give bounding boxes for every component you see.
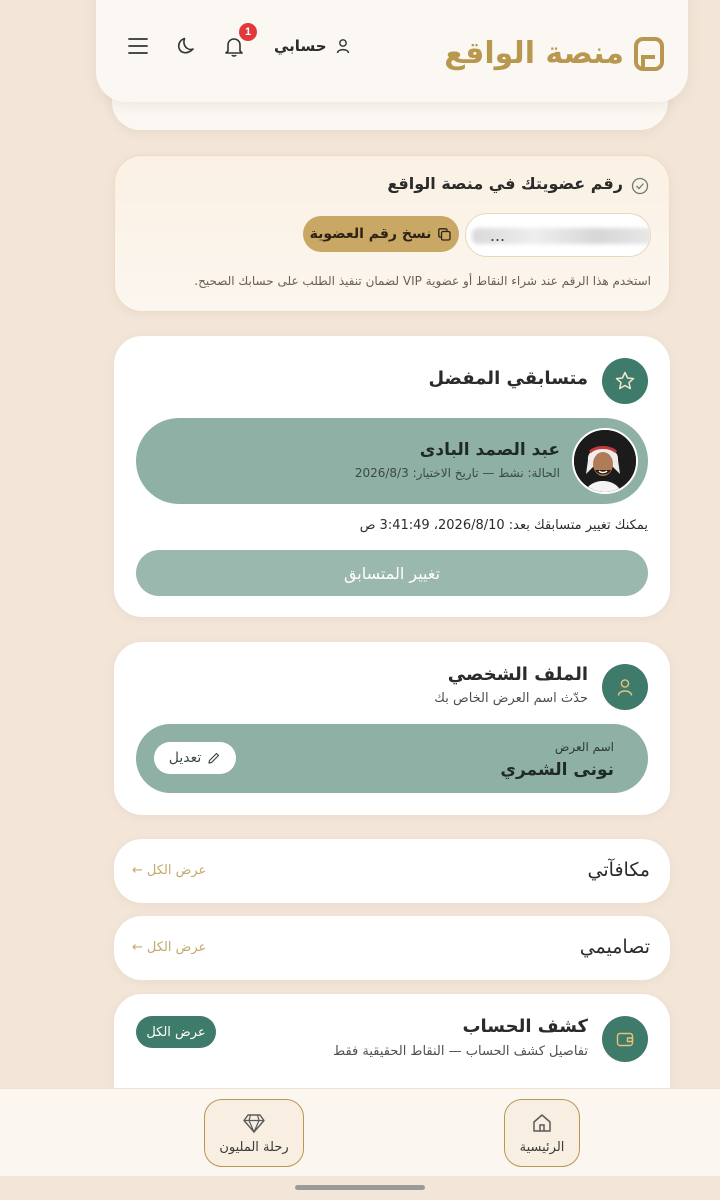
membership-id-value: ... xyxy=(490,225,506,245)
display-name-label: اسم العرض xyxy=(554,740,614,754)
arrow-left-icon: ← xyxy=(132,863,143,878)
nav-million-journey[interactable] xyxy=(204,1099,304,1167)
display-name-panel xyxy=(136,724,648,793)
membership-card xyxy=(114,155,670,312)
rewards-title: مكافآتي xyxy=(587,859,650,881)
bottom-navigation xyxy=(0,1088,720,1176)
edit-label: تعديل xyxy=(168,750,202,766)
statement-title: كشف الحساب xyxy=(462,1016,588,1037)
membership-id-field xyxy=(465,213,651,257)
statement-icon-badge xyxy=(602,1016,648,1062)
change-contestant-button[interactable]: تغيير المتسابق xyxy=(136,550,648,596)
contestant-panel[interactable] xyxy=(136,418,648,504)
brand-logo-icon xyxy=(634,37,664,71)
pencil-icon xyxy=(207,751,221,765)
designs-title: تصاميمي xyxy=(579,936,650,958)
home-indicator[interactable] xyxy=(295,1185,425,1190)
copy-membership-label: نسخ رقم العضوية xyxy=(309,226,432,242)
nav-million-journey-label: رحلة المليون xyxy=(219,1139,289,1155)
user-icon xyxy=(335,38,351,54)
display-name-value: نونى الشمري xyxy=(500,760,614,780)
rewards-view-all-label: عرض الكل xyxy=(146,863,207,878)
profile-card xyxy=(114,642,670,815)
profile-title: الملف الشخصي xyxy=(447,664,588,685)
rewards-row[interactable] xyxy=(114,839,670,903)
designs-view-all-label: عرض الكل xyxy=(146,940,207,955)
home-icon xyxy=(531,1112,553,1134)
menu-icon[interactable] xyxy=(126,34,150,58)
profile-subtitle: حدّث اسم العرض الخاص بك xyxy=(434,691,588,706)
notification-badge: 1 xyxy=(239,23,257,41)
favorite-title: متسابقي المفضل xyxy=(428,368,588,389)
statement-subtitle: تفاصيل كشف الحساب — النقاط الحقيقية فقط xyxy=(333,1044,588,1059)
moon-icon[interactable] xyxy=(174,34,198,58)
statement-view-all-button[interactable]: عرض الكل xyxy=(136,1016,216,1048)
account-button[interactable] xyxy=(264,30,361,62)
profile-icon-badge xyxy=(602,664,648,710)
designs-view-all-link[interactable] xyxy=(132,940,206,955)
change-availability-note: يمكنك تغيير متسابقك بعد: 2026/8/10، 3:41:49 ص xyxy=(359,518,648,533)
star-icon xyxy=(614,370,636,392)
check-circle-icon xyxy=(631,177,649,195)
nav-home-label: الرئيسية xyxy=(519,1139,565,1155)
nav-home[interactable] xyxy=(504,1099,580,1167)
membership-note: استخدم هذا الرقم عند شراء النقاط أو عضوية VIP لضمان تنفيذ الطلب على حسابك الصحيح. xyxy=(194,274,651,288)
diamond-icon xyxy=(242,1112,266,1134)
favorite-icon-badge xyxy=(602,358,648,404)
app-header xyxy=(96,0,688,102)
copy-membership-button[interactable] xyxy=(303,216,459,252)
user-icon xyxy=(615,677,635,697)
contestant-avatar xyxy=(572,428,638,494)
account-label: حسابي xyxy=(274,37,327,55)
brand[interactable] xyxy=(444,36,664,71)
designs-row[interactable] xyxy=(114,916,670,980)
contestant-name: عبد الصمد البادى xyxy=(419,440,560,460)
wallet-icon xyxy=(615,1029,635,1049)
membership-title: رقم عضويتك في منصة الواقع xyxy=(387,174,623,193)
rewards-view-all-link[interactable] xyxy=(132,863,206,878)
copy-icon xyxy=(437,227,452,242)
edit-display-name-button[interactable] xyxy=(154,742,236,774)
arrow-left-icon: ← xyxy=(132,940,143,955)
brand-name: منصة الواقع xyxy=(444,36,624,71)
contestant-status: الحالة: نشط — تاريخ الاختيار: 2026/8/3 xyxy=(354,466,560,480)
favorite-contestant-card xyxy=(114,336,670,617)
contestant-photo xyxy=(572,430,636,494)
